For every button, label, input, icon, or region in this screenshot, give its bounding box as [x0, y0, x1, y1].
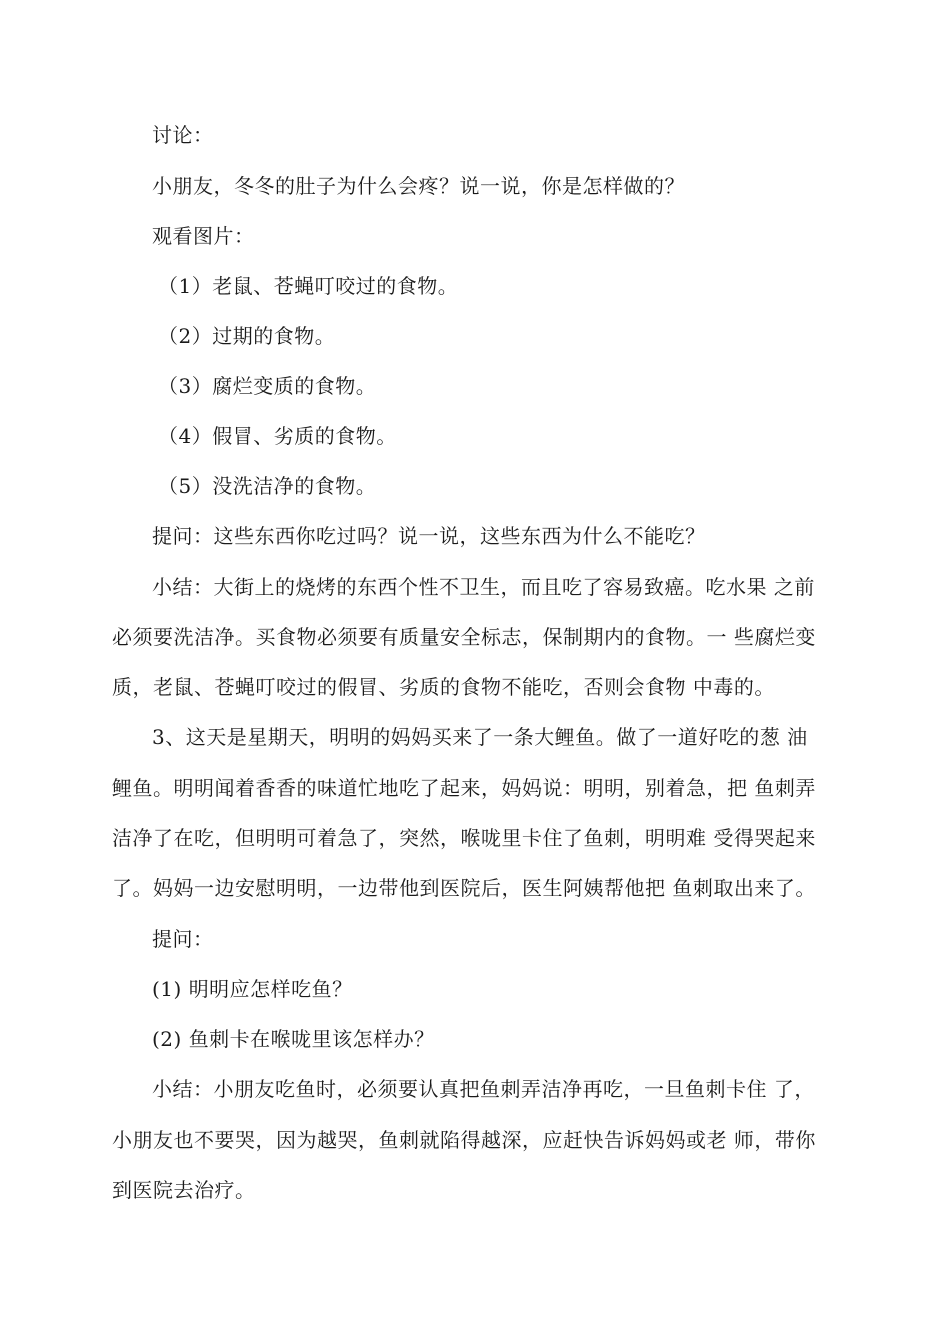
list-item: （2）过期的食物。 [158, 324, 336, 348]
list-item: （3）腐烂变质的食物。 [158, 374, 377, 398]
summary-paragraph-line: 必须要洗洁净。买食物必须要有质量安全标志，保制期内的食物。一 些腐烂变 [112, 625, 816, 649]
summary-paragraph-line: 小结：大街上的烧烤的东西个性不卫生，而且吃了容易致癌。吃水果 之前 [152, 575, 815, 599]
question-heading: 提问： [152, 927, 214, 951]
question-paragraph: 提问：这些东西你吃过吗？说一说，这些东西为什么不能吃？ [152, 524, 706, 548]
list-item: (1) 明明应怎样吃鱼？ [152, 977, 353, 1001]
list-item: （5）没洗洁净的食物。 [158, 474, 377, 498]
summary-paragraph-line: 质，老鼠、苍蝇叮咬过的假冒、劣质的食物不能吃，否则会食物 中毒的。 [112, 675, 775, 699]
list-item: （1）老鼠、苍蝇叮咬过的食物。 [158, 274, 459, 298]
summary-paragraph-line: 小朋友也不要哭，因为越哭，鱼刺就陷得越深，应赶快告诉妈妈或老 师，带你 [112, 1128, 816, 1152]
story-paragraph-line: 3、这天是星期天，明明的妈妈买来了一条大鲤鱼。做了一道好吃的葱 油 [152, 725, 808, 749]
list-item: （4）假冒、劣质的食物。 [158, 424, 397, 448]
summary-paragraph-line: 小结：小朋友吃鱼时，必须要认真把鱼刺弄洁净再吃，一旦鱼刺卡住 了， [152, 1077, 815, 1101]
story-paragraph-line: 了。妈妈一边安慰明明，一边带他到医院后，医生阿姨帮他把 鱼刺取出来了。 [112, 876, 816, 900]
view-pictures-heading: 观看图片： [152, 224, 255, 248]
discussion-question: 小朋友，冬冬的肚子为什么会疼？说一说，你是怎样做的？ [152, 174, 685, 198]
story-paragraph-line: 鲤鱼。明明闻着香香的味道忙地吃了起来，妈妈说：明明，别着急，把 鱼刺弄 [112, 776, 816, 800]
story-paragraph-line: 洁净了在吃，但明明可着急了，突然，喉咙里卡住了鱼刺，明明难 受得哭起来 [112, 826, 816, 850]
discussion-heading: 讨论： [152, 123, 214, 147]
summary-paragraph-line: 到医院去治疗。 [112, 1178, 256, 1202]
list-item: (2) 鱼刺卡在喉咙里该怎样办？ [152, 1027, 435, 1051]
